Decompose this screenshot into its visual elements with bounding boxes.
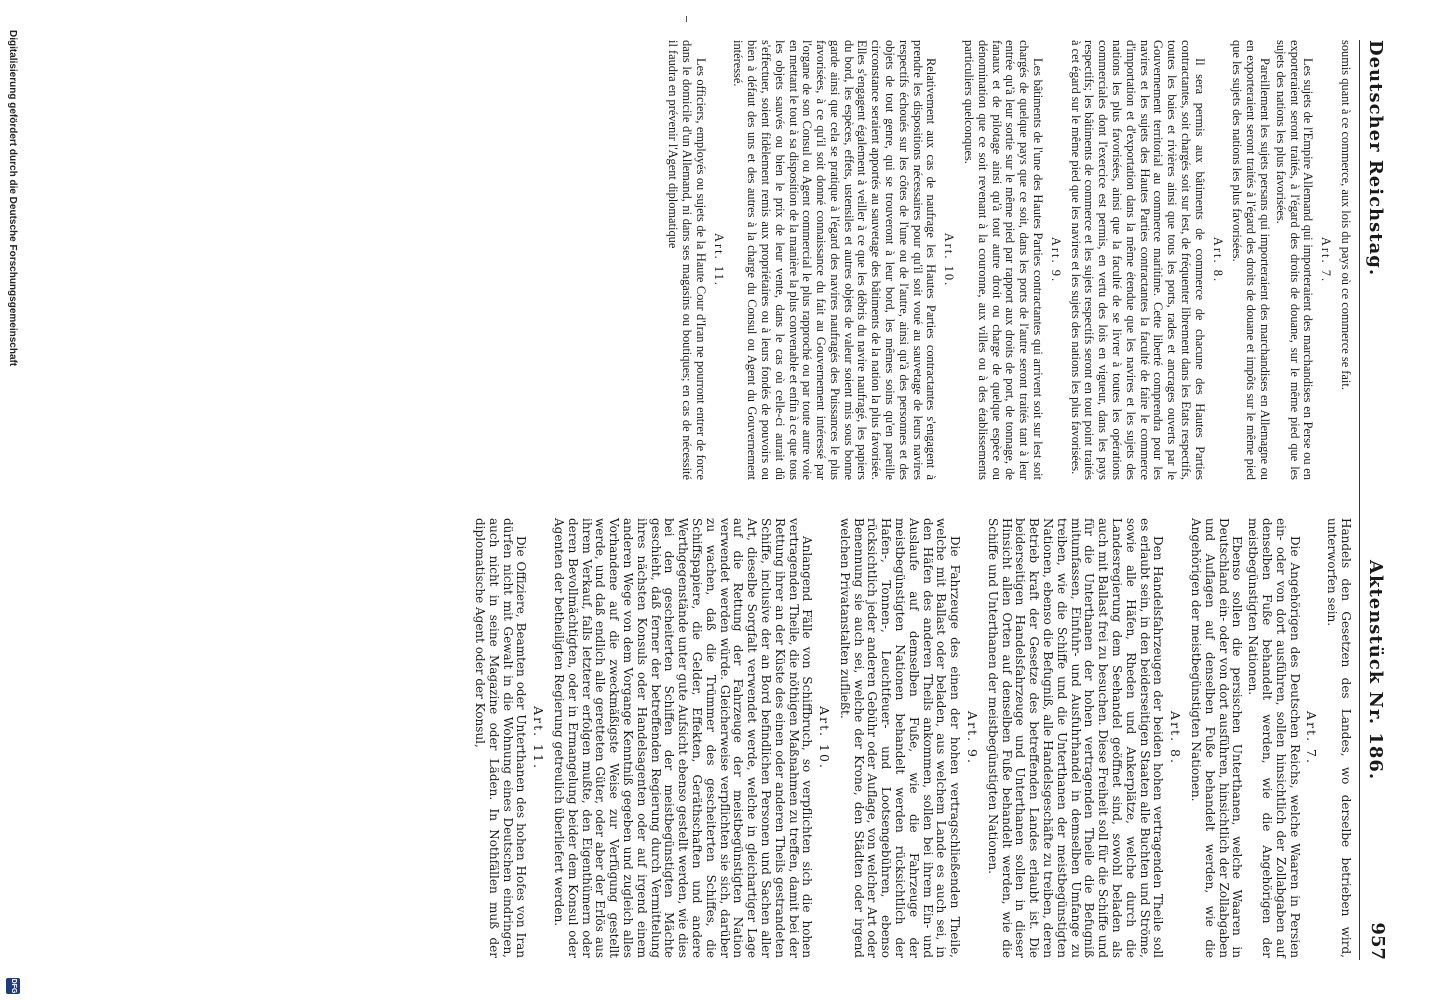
paragraph: Relativement aux cas de naufrage les Hautes Parties contractantes s'engagent à prendre les dispositions nécessaires pour qu'il soit voué au sauvetage de leurs navires respectifs échoués sur les côtes de l'une ou de l'autre, ainsi qu'à des personnes et des objets de tout genre, qui se trouveront à leur bord, les mêmes soins qu'en pareille circonstance seraient apportés au sauvetage des bâtiments de la nation la plus favorisée. Elles s'engagent également à veiller à ce que les débris du navire naufragé, les papiers du bord, les espèces, effets, ustensiles et autres objets de valeur soient mis sous bonne garde ainsi que cela se pratique à l'égard des navires naufragés des Puissances le plus favorisées, à ce qu'il soit donné connaissance du fait au Gouvernement intéressé par l'organe de son Consul ou Agent commercial le plus rapproché ou par toute autre voie en mettant le tout à sa disposition de la manière la plus convenable et enfin à ce que tous les objets sauvés ou bien le prix de leur vente, dans le cas où celle-ci aurait dû s'effectuer, soient fidèlement remis aux propriétaires ou à leurs fondés de pouvoirs ou bien à défaut des uns et des autres à la charge du Consul ou Agent du Gouvernement intéressé.: [731, 40, 939, 480]
article-heading: Art. 9.: [965, 711, 981, 765]
paragraph: Handels den Gesetzen des Landes, wo derselbe betrieben wird, unterworfen sein.: [1325, 518, 1353, 958]
article-heading: Art. 8.: [1168, 711, 1184, 765]
german-text-column: [470, 518, 1352, 958]
digitization-footer: [2, 0, 22, 1000]
article-heading: Art. 7.: [1319, 236, 1334, 284]
article-heading: Art. 9.: [1048, 236, 1063, 284]
paragraph: Ebenso sollen die persischen Unterthanen, welche Waaren in Deutschland ein- oder von dort ausführen, hinsichtlich der Zollabgaben und Auflagen auf denselben Fuße behandelt werden, wie die Angehörigen der meistbegünstigten Nationen.: [1189, 518, 1245, 958]
french-text-column: [663, 40, 1352, 480]
page-number: 957: [1367, 922, 1388, 960]
article-heading: Art. 8.: [1210, 236, 1225, 284]
article-heading: Art. 11.: [711, 232, 726, 288]
paragraph: Les officiers, employés ou sujets de la Haute Cour d'Iran ne pourront entrer de force dans le domicile d'un Allemand, ni dans ses magasins ou boutiques; en cas de nécessité il faudra en prévenir l'Agent diplomatique: [666, 40, 708, 480]
article-heading: Art. 11.: [531, 706, 547, 770]
paragraph: Pareillement les sujets persans qui importeraient des marchandises en Allemagne ou en exporteraient seront traités à l'égard des droits de douane et impôts sur le même pied que les sujets des nations les plus favorisées.: [1230, 40, 1273, 480]
digitization-credit: Digitalisierung gefördert durch die Deutsche Forschungsgemeinschaft: [7, 30, 18, 367]
article-heading: Art. 7.: [1304, 711, 1320, 765]
paragraph: Den Handelsfahrzeugen der beiden hohen vertragenden Theile soll es erlaubt sein, in den beiderseitigen Staaten alle Buchten und Ströme, sowie alle Häfen, Rheden und Ankerplätze, welche durch die Landesregierung dem Seehandel geöffnet sind, sowohl beladen als auch mit Ballast frei zu besuchen. Diese Freiheit soll für die Schiffe und für die Unterthanen der hohen vertragenden Theile die Befugniß mitumfassen, Einfuhr- und Ausfuhrhandel in demselben Umfange zu treiben, wie die Schiffe und die Unterthanen der meistbegünstigten Nationen, ebenso die Befugniß, alle Handelsgeschäfte zu treiben, deren Betrieb kraft der Gesetze des betreffenden Landes erlaubt ist. Die beiderseitigen Handelsfahrzeuge und Unterthanen sollen in dieser Hinsicht allen Orten auf denselben Fuße behandelt werden, wie die Schiffe und Unterthanen der meistbegünstigten Nationen.: [985, 518, 1166, 958]
running-head: [1359, 40, 1390, 960]
scan-mark: [686, 16, 687, 22]
paragraph: Die Angehörigen des Deutschen Reichs, welche Waaren in Persien ein- oder von dort ausführen, sollen hinsichtlich der Zollabgaben auf denselben Fuße behandelt werden, wie die Angehörigen der meistbegünstigten Nationen.: [1246, 518, 1302, 958]
paragraph: Anlangend Fälle von Schiffbruch, so verpflichten sich die hohen vertragenden Theile, die nöthigen Maßnahmen zu treffen, damit bei der Rettung ihrer an der Küste des einen oder anderen Theils gestrandeten Schiffe, inclusive der an Bord befindlichen Personen und Sachen aller Art, dieselbe Sorgfalt verwendet werde, welche in gleichartiger Lage auf die Rettung der Fahrzeuge der meistbegünstigten Nation verwendet werden würde. Gleicherweise verpflichten sie sich, darüber zu wachen, daß die Trümmer des gescheiterten Schiffes, die Schiffspapiere, die Gelder, Effekten, Geräthschaften und andere Werthgegenstände unter gute Aufsicht ebenso gestellt werden, wie dies bei den gescheiterten Schiffen der meistbegünstigten Mächte geschieht, daß ferner der betreffenden Regierung durch Vermittelung ihres nächsten Konsuls oder Handelsagenten oder auf irgend einem anderen Wege von dem Vorgange Kenntniß gegeben und zugleich alles Vorhandene auf die zweckmäßigste Weise zur Verfügung gestellt werde, und daß endlich alle geretteten Güter, oder aber der Erlös aus ihrem Verkauf, falls letzterer erfolgen mußte, den Eigenthümern oder deren Bevollmächtigten, oder in Ermangelung beider dem Konsul oder Agenten der betheiligten Regierung getreulich überliefert werden.: [551, 518, 815, 958]
paragraph: Les bâtiments de l'une des Hautes Parties contractantes qui arrivent soit sur lest soit chargés de quelque pays que ce soit, dans les ports de l'autre seront traités tant à leur entrée qu'à leur sortie sur le même pied par rapport aux droits de port, de tonnage, de fanaux et de pilotage ainsi qu'à tout autre droit ou charge de quelque espèce ou dénomination que ce soit revenant à la couronne, aux villes ou à des établissements particuliers quelconques.: [962, 40, 1046, 480]
dfg-logo-icon: DFG: [6, 978, 20, 994]
article-heading: Art. 10.: [817, 706, 833, 770]
paragraph: soumis quant à ce commerce, aux lois du pays où ce commerce se fait.: [1339, 40, 1353, 390]
article-heading: Art. 10.: [942, 232, 957, 288]
running-head-title: Deutscher Reichstag.: [1365, 40, 1386, 277]
paragraph: Die Offiziere, Beamten oder Unterthanen des hohen Hofes von Iran dürfen nicht mit Gewalt in die Wohnung eines Deutschen eindringen, auch nicht in seine Magazine oder Läden. In Nothfällen muß der diplomatische Agent oder der Konsul,: [472, 518, 529, 958]
paragraph: Die Fahrzeuge des einen der hohen vertragschließenden Theile, welche mit Ballast oder beladen, aus welchem Lande es auch sei, in den Häfen des anderen Theils ankommen, sollen bei ihrem Ein- und Auslaufe auf demselben Fuße, wie die Fahrzeuge der meistbegünstigten Nationen behandelt werden rücksichtlich der Hafen-, Tonnen-, Leuchtfeuer- und Lootsengebühren, ebenso rücksichtlich jeder anderen Gebühr oder Auflage, von welcher Art oder Benennung sie auch sei, welche der Krone, den Städten oder irgend welchen Privatanstalten zufließt.: [837, 518, 963, 958]
paragraph: Il sera permis aux bâtiments de commerce de chacune des Hautes Parties contractantes, soit chargés soit sur lest, de fréquenter librement dans les Etats respectifs, toutes les baies et rivières ainsi que tous les ports, rades et ancrages ouverts par le Gouvernement territorial au commerce maritime. Cette liberté comprendra pour les navires et les sujets des Hautes Parties contractantes la faculté de faire le commerce d'importation et d'exportation dans la même étendue que les navires et les sujets des nations les plus favorisées, ainsi que la faculté de se livrer à toutes les opérations commerciales dont l'exercice est permis, en vertu des lois en vigueur, dans les pays respectifs; les bâtiments de commerce et les sujets respectifs seront en tout point traités à cet égard sur le même pied que les navires et les sujets des nations les plus favorisées.: [1068, 40, 1207, 480]
paragraph: Les sujets de l'Empire Allemand qui importeraient des marchandises en Perse ou en exporteraient seront traités, à l'égard des droits de douane, sur le même pied que les sujets des nations les plus favorisées.: [1273, 40, 1316, 480]
running-head-document-number: Aktenstück Nr. 186.: [1365, 560, 1386, 781]
